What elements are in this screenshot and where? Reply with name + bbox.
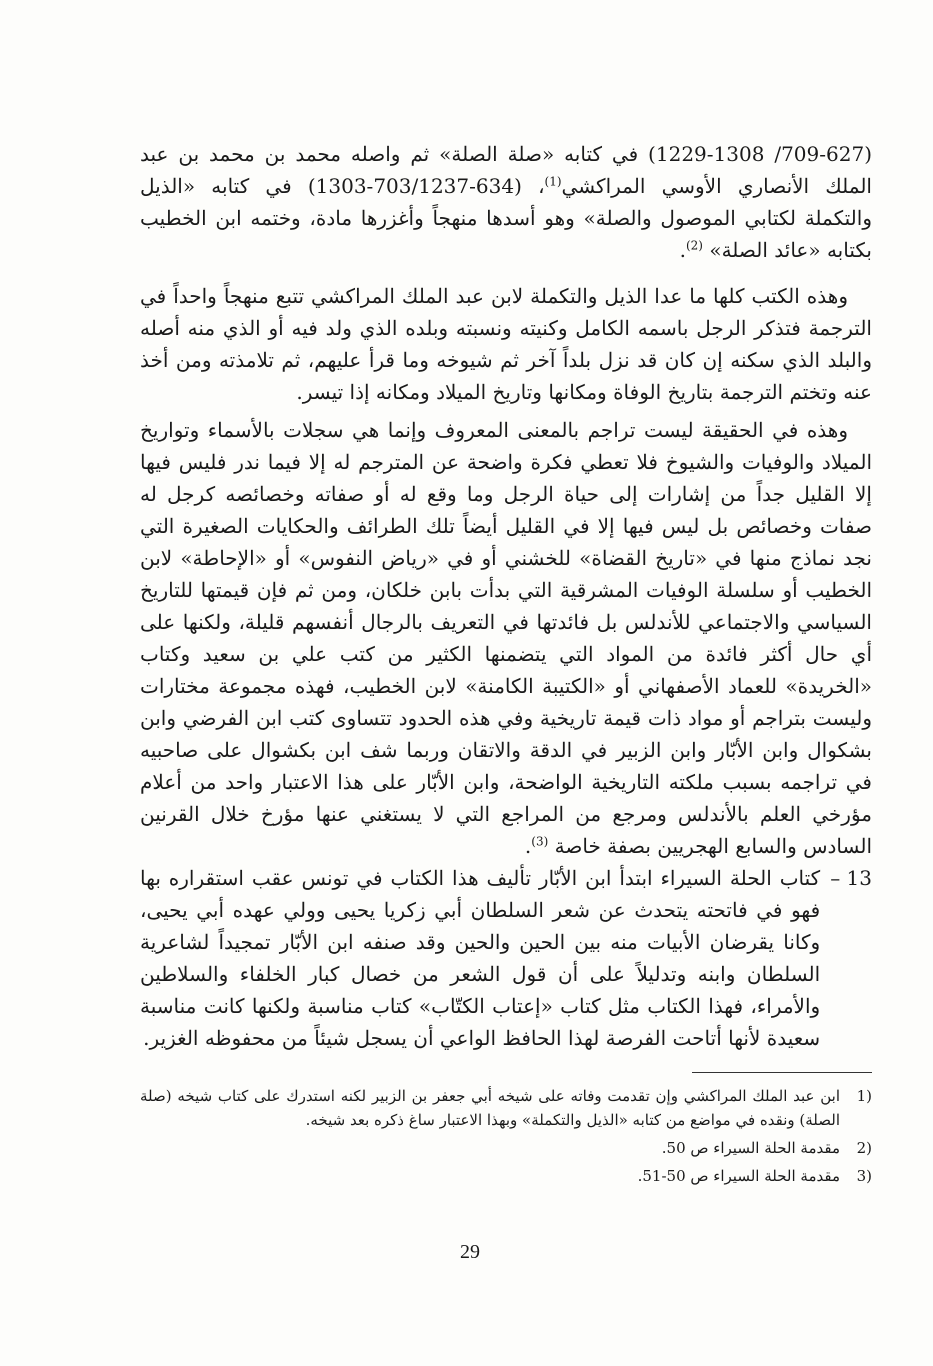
item-text: كتاب الحلة السيراء ابتدأ ابن الأبّار تأليف هذا الكتاب في تونس عقب استقراره بها فهو في فاتحته يتحدث عن شعر السلطان أبي زكريا يحيى وولي عهده أبي يحيى، وكانا يقرضان الأبيات منه بين الحين والحين وقد صنفه ابن الأبّار تمجيداً لشاعرية السلطان وابنه وتدليلاً على أن قول الشعر من خصال كبار الخلفاء والسلاطين والأمراء، فهذا الكتاب مثل كتاب «إعتاب الكتّاب» كتاب مناسبة ولكنها كانت مناسبة سعيدة لأنها أتاحت الفرصة لهذا الحافظ الواعي أن يسجل شيئاً من محفوظه الغزير. [140,866,821,1050]
footnote-text: ابن عبد الملك المراكشي وإن تقدمت وفاته على شيخه أبي جعفر بن الزبير لكنه استدرك على كتاب شيخه (صلة الصلة) ونقده في مواضع من كتابه «الذيل والتكملة» وبهذا الاعتبار ساغ ذكره بعد شيخه. [140,1087,840,1129]
footnote-3 [140,1164,872,1188]
footnote-ref-2: (2) [685,238,703,253]
paragraph-3 [140,414,872,862]
footnote-number: (1 [856,1087,872,1105]
paragraph-1-part-b: ، (634-703/1237-1303) في كتابه «الذيل والتكملة لكتابي الموصول والصلة» وهو أسدها منهجاً وأغزرها مادة، وختمه ابن الخطيب بكتابه «عائد الصلة» [140,174,872,262]
footnote-ref-3: (3) [531,834,549,849]
footnotes [140,1084,872,1192]
paragraph-1 [140,138,872,266]
footnote-text: مقدمة الحلة السيراء ص 50-51. [637,1167,840,1185]
paragraph-1-part-c: . [679,238,686,262]
main-text [140,138,872,1054]
numbered-item-13 [140,862,872,1054]
item-number: 13 – [830,866,872,890]
footnote-divider [692,1072,872,1073]
page-number: 29 [460,1241,480,1263]
footnote-2 [140,1136,872,1160]
footnote-1 [140,1084,872,1132]
paragraph-1-part-a: (709-627/ 1229-1308) في كتابه «صلة الصلة» ثم واصله محمد بن محمد بن عبد الملك الأنصاري الأوسي المراكشي [140,142,872,198]
footnote-number: (3 [856,1167,872,1185]
footnote-number: (2 [856,1139,872,1157]
paragraph-3-part-b: . [524,834,532,858]
paragraph-2: وهذه الكتب كلها ما عدا الذيل والتكملة لابن عبد الملك المراكشي تتبع منهجاً واحداً في الترجمة فتذكر الرجل باسمه الكامل وكنيته ونسبته وبلده الذي ولد فيه أو الذي منه أصله والبلد الذي سكنه إن كان قد نزل بلداً آخر ثم شيوخه وما قرأ عليهم، ثم تلامذته ومن أخذ عنه وتختم الترجمة بتاريخ الوفاة ومكانها وتاريخ الميلاد ومكانه إذا تيسر. [140,284,872,404]
paragraph-3-part-a: وهذه في الحقيقة ليست تراجم بالمعنى المعروف وإنما هي سجلات بالأسماء وتواريخ الميلاد والوفيات والشيوخ فلا تعطي فكرة واضحة عن المترجم له إلا فيما ندر فليس فيها إلا القليل جداً من إشارات إلى حياة الرجل وما وقع له أو صفاته وخصائصه كرجل له صفات وخصائص بل ليس فيها إلا في القليل أيضاً تلك الطرائف والحكايات الصغيرة التي نجد نماذج منها في «تاريخ القضاة» للخشني أو في «رياض النفوس» أو «الإحاطة» لابن الخطيب أو سلسلة الوفيات المشرقية التي بدأت بابن خلكان، ومن ثم فإن قيمتها للتاريخ السياسي والاجتماعي للأندلس بل فائدتها في التعريف بالرجال أنفسهم قليلة، ولكنها على أي حال أكثر فائدة من المواد التي يتضمنها الكثير من كتب علي بن سعيد وكتاب «الخريدة» للعماد الأصفهاني أو «الكتيبة الكامنة» لابن الخطيب، فهذه مجموعة مختارات وليست بتراجم أو مواد ذات قيمة تاريخية وفي هذه الحدود تتساوى كتب ابن الفرضي وابن بشكوال وابن الأبّار وابن الزبير في الدقة والاتقان وربما شف ابن بكشوال على صاحبيه في تراجمه بسبب ملكته التاريخية الواضحة، وابن الأبّار على هذا الاعتبار واحد من أعلام مؤرخي العلم بالأندلس ومرجع من المراجع التي لا يستغني عنها مؤرخ خلال القرنين السادس والسابع الهجريين بصفة خاصة [140,418,873,858]
footnote-ref-1: (1) [544,174,562,189]
footnote-text: مقدمة الحلة السيراء ص 50. [661,1139,840,1157]
